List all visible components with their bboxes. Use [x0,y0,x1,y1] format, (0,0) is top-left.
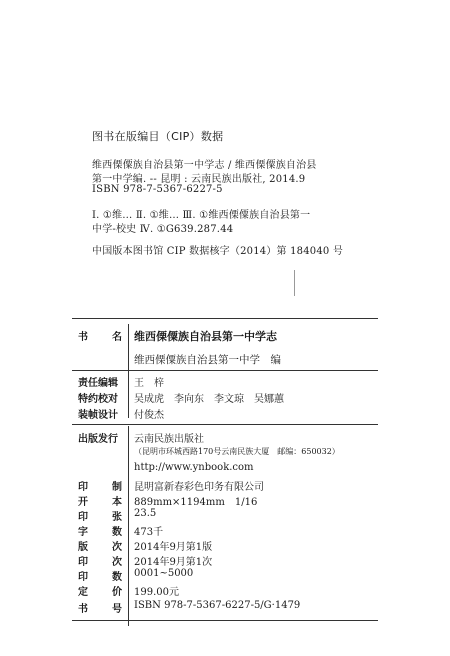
edition-value: 2014年9月第1版 [134,542,213,553]
words-label: 字 数 [78,527,122,538]
proofreader-name: 吴成虎 [134,394,164,405]
cip-title-line: 维西傈僳族自治县第一中学志 / 维西傈僳族自治县 [92,160,317,171]
format-value: 889mm×1194mm 1/16 [134,497,258,508]
price-value: 199.00元 [134,587,179,598]
bottom-rule [72,620,378,621]
price-label: 定 价 [78,587,122,598]
book-title: 维西傈僳族自治县第一中学志 [134,330,277,343]
printing-value: 2014年9月第1次 [134,557,213,568]
sheets-value: 23.5 [134,508,157,519]
cip-isbn-line: ISBN 978-7-5367-6227-5 [92,184,223,195]
proofreader-name: 李向东 [174,394,204,405]
publisher-website[interactable]: http://www.ynbook.com [134,462,254,473]
design-value: 付俊杰 [134,410,164,421]
proof-label: 特约校对 [78,394,118,405]
editor-label: 责任编辑 [78,378,118,389]
words-value: 473千 [134,527,164,538]
title-label: 书 名 [78,332,122,343]
registration-mark [294,270,295,296]
printing-label: 印 次 [78,557,122,568]
editor-value: 王 梓 [134,378,164,389]
isbn-value: ISBN 978-7-5367-6227-5/G·1479 [134,600,301,611]
print-label: 印 制 [78,482,122,493]
top-rule [72,318,378,319]
proofreader-name: 吴娜蕙 [254,394,284,405]
cip-publisher-line: 第一中学编. -- 昆明 : 云南民族出版社, 2014.9 [92,174,306,185]
isbn-label: 书 号 [78,604,122,615]
publisher-address: （昆明市环城西路170号云南民族大厦 邮编：650032） [134,447,340,456]
design-label: 装帧设计 [78,410,118,421]
sheets-label: 印 张 [78,512,122,523]
cip-classification-line-2: 中学-校史 Ⅳ. ①G639.287.44 [92,224,234,235]
column-divider [128,324,129,376]
print-value: 昆明富新春彩色印务有限公司 [134,482,264,493]
format-label: 开 本 [78,497,122,508]
compiler-line: 维西傈僳族自治县第一中学 编 [134,354,281,366]
cip-classification-line: Ⅰ. ①维… Ⅱ. ①维… Ⅲ. ①维西傈僳族自治县第一 [92,210,311,221]
print-run-label: 印 数 [78,572,122,583]
column-divider [128,372,129,418]
rule-2 [72,370,378,371]
proofreaders [134,390,294,405]
print-run-value: 0001~5000 [134,568,194,579]
cip-heading: 图书在版编目（CIP）数据 [92,130,224,143]
cip-record-line: 中国版本图书馆 CIP 数据核字（2014）第 184040 号 [92,246,344,257]
rule-3 [72,424,378,425]
proofreader-name: 李文琼 [214,394,244,405]
publisher-value: 云南民族出版社 [134,434,204,445]
publisher-label: 出版发行 [78,434,118,445]
edition-label: 版 次 [78,542,122,553]
column-divider [128,426,129,626]
